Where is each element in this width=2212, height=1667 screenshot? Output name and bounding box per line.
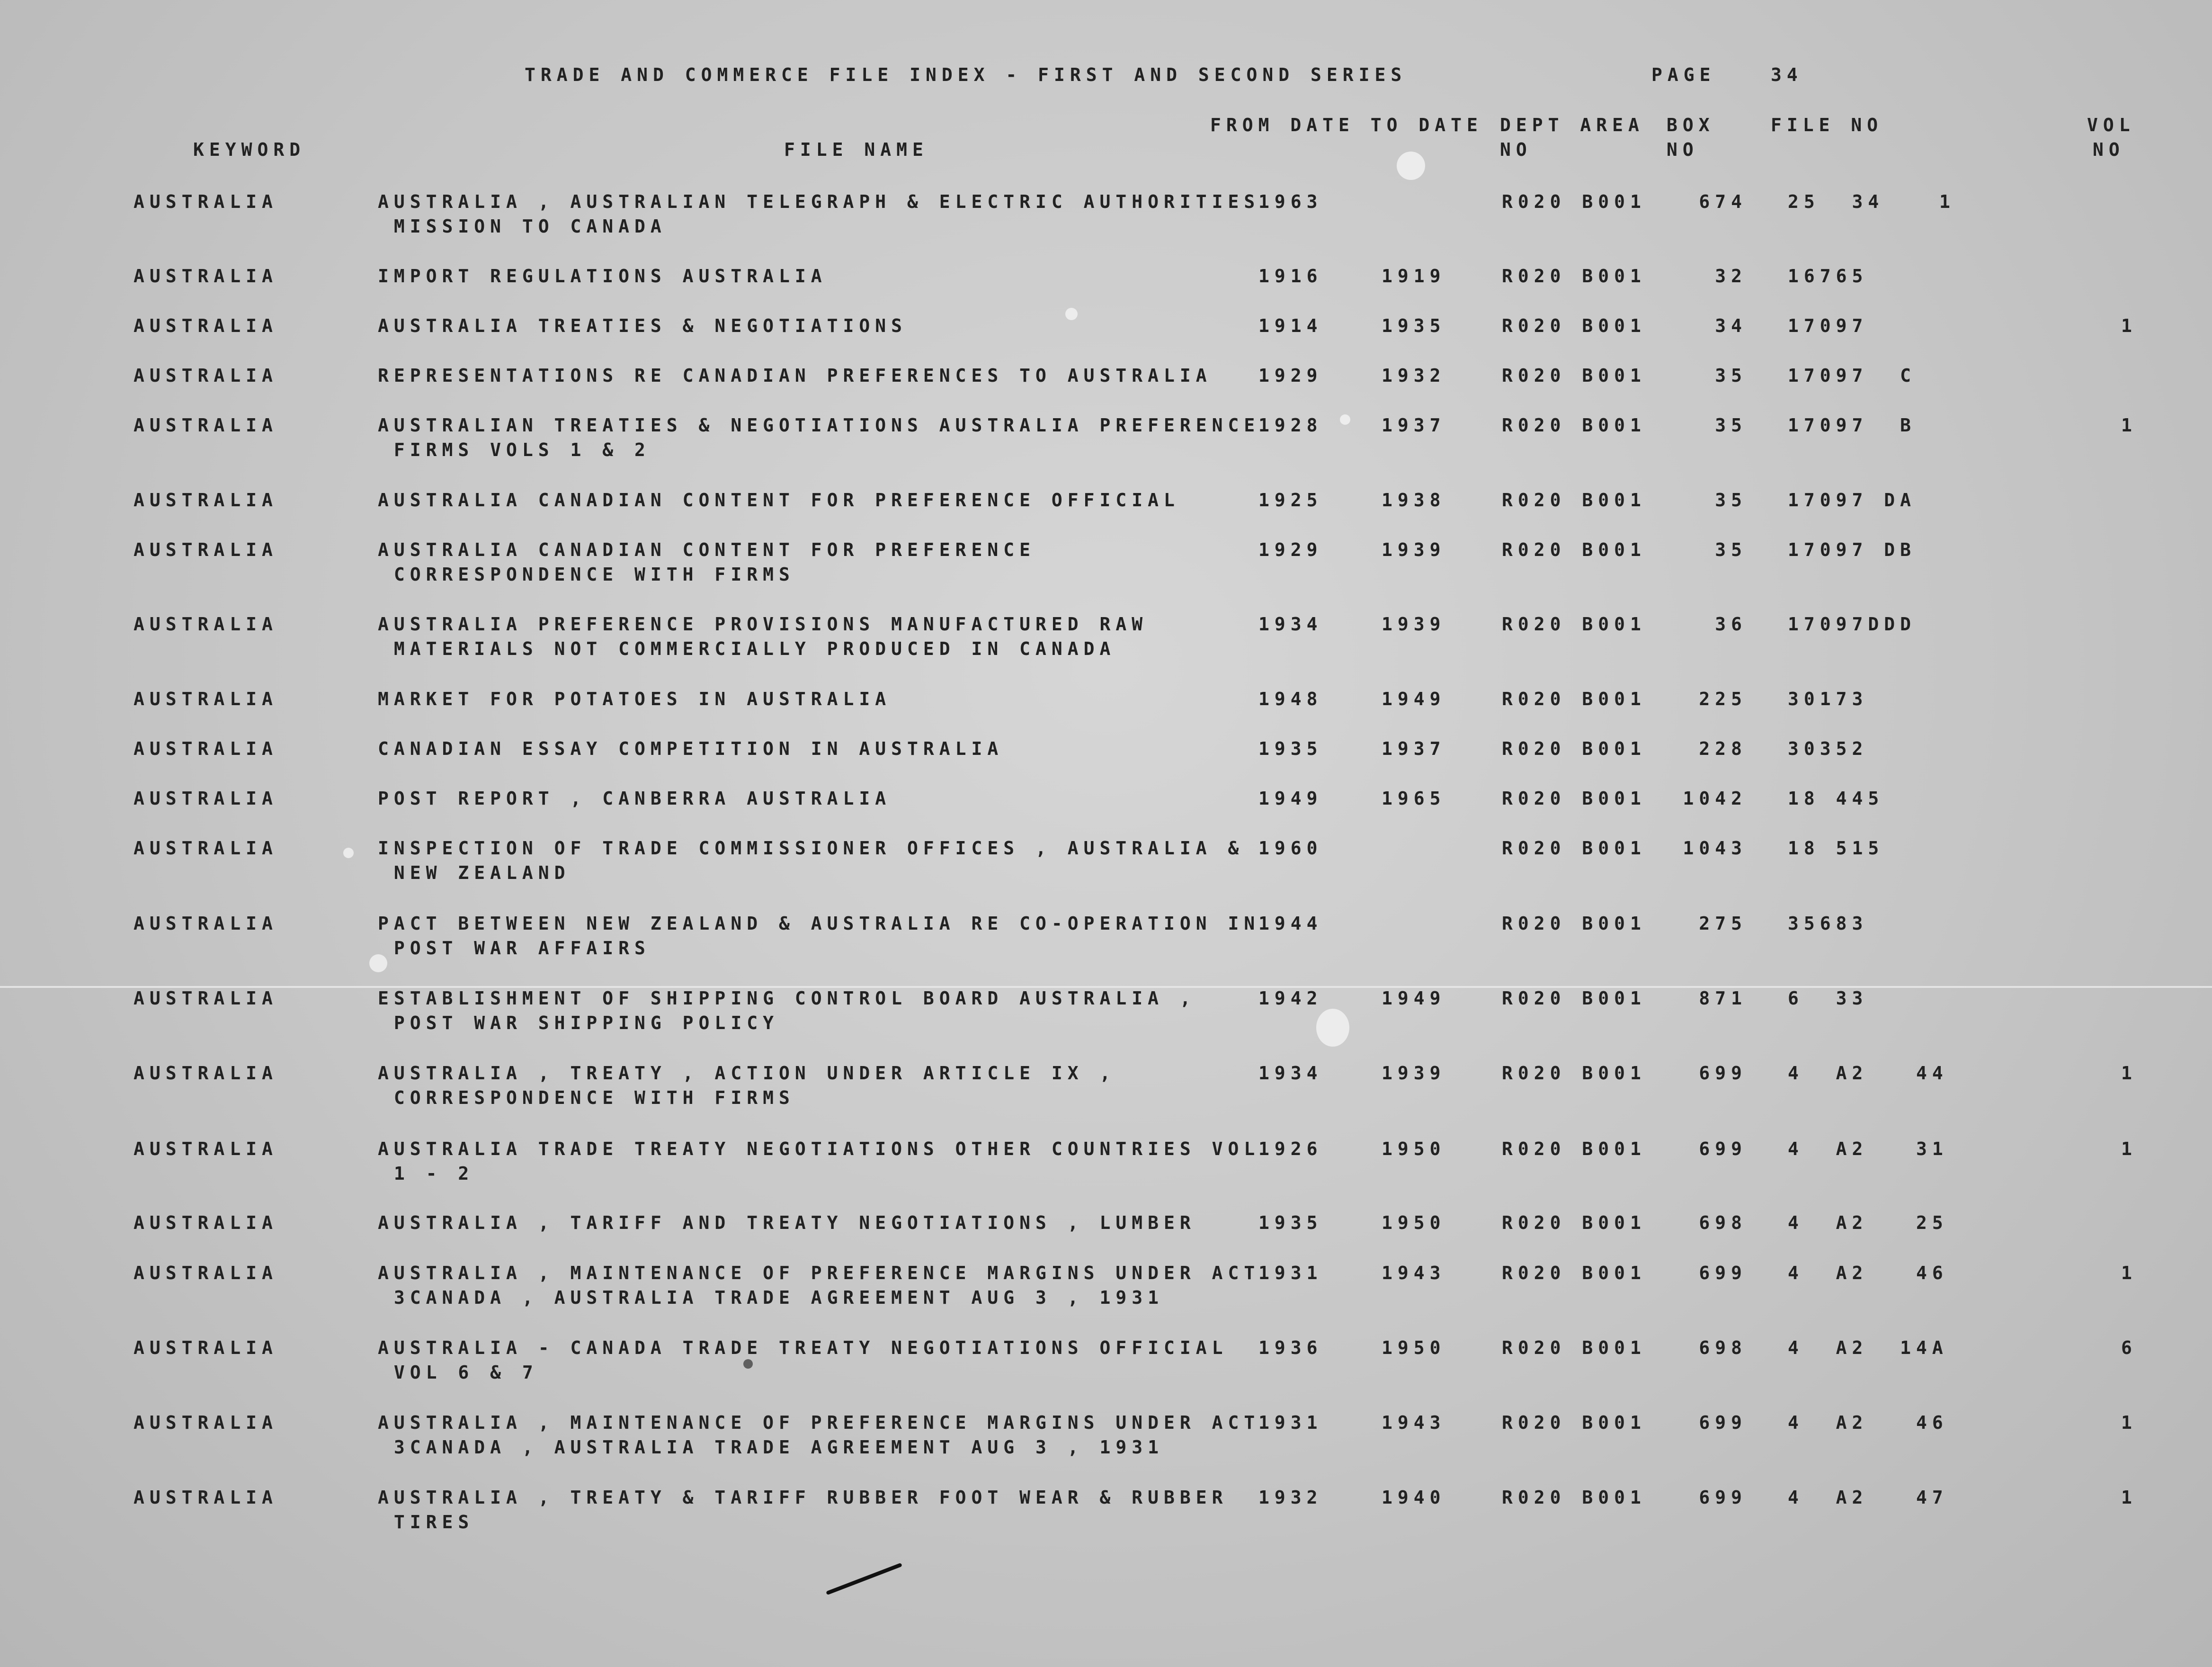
scan-speck: [343, 848, 354, 858]
to-date-cell: 1965: [1382, 788, 1446, 809]
column-header-file-name: FILE NAME: [784, 139, 928, 160]
from-date-cell: 1931: [1258, 1263, 1323, 1283]
dept-area-cell: R020 B001: [1502, 913, 1646, 934]
dept-area-cell: R020 B001: [1502, 490, 1646, 511]
file-no-cell: 30352: [1788, 738, 1868, 759]
to-date-cell: 1940: [1382, 1487, 1446, 1508]
from-date-cell: 1963: [1258, 191, 1323, 212]
keyword-cell: AUSTRALIA: [134, 1412, 278, 1433]
box-no-cell: 35: [1715, 490, 1747, 511]
to-date-cell: 1939: [1382, 1063, 1446, 1084]
file-no-cell: 17097 B: [1788, 415, 1917, 436]
dept-area-cell: R020 B001: [1502, 1063, 1646, 1084]
dept-area-cell: R020 B001: [1502, 1263, 1646, 1283]
file-name-cell: MARKET FOR POTATOES IN AUSTRALIA: [378, 689, 892, 709]
keyword-cell: AUSTRALIA: [134, 988, 278, 1009]
file-no-cell: 4 A2 47: [1788, 1487, 1948, 1508]
vol-no-cell: 1: [2121, 315, 2137, 336]
file-name-cell: CANADIAN ESSAY COMPETITION IN AUSTRALIA: [378, 738, 1004, 759]
file-no-cell: 6 33: [1788, 988, 1868, 1009]
file-no-cell: 4 A2 31: [1788, 1138, 1948, 1159]
from-date-cell: 1929: [1258, 365, 1323, 386]
dept-area-cell: R020 B001: [1502, 315, 1646, 336]
to-date-cell: 1935: [1382, 315, 1446, 336]
vol-no-cell: 1: [2121, 1487, 2137, 1508]
from-date-cell: 1916: [1258, 266, 1323, 287]
vol-no-cell: 1: [2121, 1263, 2137, 1283]
file-name-cell: AUSTRALIA , MAINTENANCE OF PREFERENCE MARGINS UNDER ACT 3CANADA , AUSTRALIA TRADE AGREEMENT AUG 3 , 1931: [378, 1412, 1260, 1458]
dept-area-cell: R020 B001: [1502, 838, 1646, 859]
box-no-cell: 228: [1699, 738, 1747, 759]
file-no-cell: 4 A2 25: [1788, 1212, 1948, 1233]
to-date-cell: 1937: [1382, 738, 1446, 759]
to-date-cell: 1939: [1382, 614, 1446, 635]
column-header-vol-no: NO: [2093, 139, 2125, 160]
file-no-cell: 16765: [1788, 266, 1868, 287]
keyword-cell: AUSTRALIA: [134, 415, 278, 436]
column-header-dept-area: DEPT AREA: [1500, 115, 1644, 135]
from-date-cell: 1936: [1258, 1337, 1323, 1358]
file-name-cell: AUSTRALIA , AUSTRALIAN TELEGRAPH & ELECTRIC AUTHORITIES MISSION TO CANADA: [378, 191, 1260, 237]
file-no-cell: 17097 C: [1788, 365, 1917, 386]
dept-area-cell: R020 B001: [1502, 614, 1646, 635]
box-no-cell: 35: [1715, 539, 1747, 560]
page-number: 34: [1771, 64, 1803, 85]
from-date-cell: 1929: [1258, 539, 1323, 560]
keyword-cell: AUSTRALIA: [134, 913, 278, 934]
file-name-cell: AUSTRALIA PREFERENCE PROVISIONS MANUFACTURED RAW MATERIALS NOT COMMERCIALLY PRODUCED IN CANADA: [378, 614, 1148, 659]
file-name-cell: AUSTRALIA TREATIES & NEGOTIATIONS: [378, 315, 907, 336]
page-title: TRADE AND COMMERCE FILE INDEX - FIRST AND SECOND SERIES: [525, 64, 1407, 85]
dept-area-cell: R020 B001: [1502, 988, 1646, 1009]
keyword-cell: AUSTRALIA: [134, 539, 278, 560]
to-date-cell: 1939: [1382, 539, 1446, 560]
keyword-cell: AUSTRALIA: [134, 1138, 278, 1159]
keyword-cell: AUSTRALIA: [134, 191, 278, 212]
box-no-cell: 699: [1699, 1412, 1747, 1433]
from-date-cell: 1932: [1258, 1487, 1323, 1508]
from-date-cell: 1928: [1258, 415, 1323, 436]
keyword-cell: AUSTRALIA: [134, 838, 278, 859]
file-name-cell: AUSTRALIA , MAINTENANCE OF PREFERENCE MARGINS UNDER ACT 3CANADA , AUSTRALIA TRADE AGREEMENT AUG 3 , 1931: [378, 1263, 1260, 1308]
box-no-cell: 34: [1715, 315, 1747, 336]
keyword-cell: AUSTRALIA: [134, 614, 278, 635]
from-date-cell: 1925: [1258, 490, 1323, 511]
box-no-cell: 36: [1715, 614, 1747, 635]
file-name-cell: AUSTRALIA , TREATY & TARIFF RUBBER FOOT WEAR & RUBBER TIRES: [378, 1487, 1228, 1533]
from-date-cell: 1948: [1258, 689, 1323, 709]
column-header-vol: VOL: [2087, 115, 2135, 135]
vol-no-cell: 1: [2121, 415, 2137, 436]
file-no-cell: 30173: [1788, 689, 1868, 709]
file-name-cell: INSPECTION OF TRADE COMMISSIONER OFFICES , AUSTRALIA & NEW ZEALAND: [378, 838, 1244, 883]
from-date-cell: 1914: [1258, 315, 1323, 336]
from-date-cell: 1935: [1258, 738, 1323, 759]
column-header-box: BOX: [1667, 115, 1715, 135]
to-date-cell: 1950: [1382, 1337, 1446, 1358]
to-date-cell: 1938: [1382, 490, 1446, 511]
file-no-cell: 18 515: [1788, 838, 1884, 859]
file-name-cell: ESTABLISHMENT OF SHIPPING CONTROL BOARD AUSTRALIA , POST WAR SHIPPING POLICY: [378, 988, 1196, 1033]
dept-area-cell: R020 B001: [1502, 365, 1646, 386]
file-no-cell: 17097DDD: [1788, 614, 1917, 635]
to-date-cell: 1943: [1382, 1263, 1446, 1283]
file-no-cell: 25 34: [1788, 191, 1884, 212]
dept-area-cell: R020 B001: [1502, 266, 1646, 287]
page-label: PAGE: [1651, 64, 1716, 85]
dept-area-cell: R020 B001: [1502, 1412, 1646, 1433]
from-date-cell: 1944: [1258, 913, 1323, 934]
file-no-cell: 35683: [1788, 913, 1868, 934]
box-no-cell: 674: [1699, 191, 1747, 212]
file-no-cell: 17097: [1788, 315, 1868, 336]
file-name-cell: REPRESENTATIONS RE CANADIAN PREFERENCES TO AUSTRALIA: [378, 365, 1212, 386]
box-no-cell: 699: [1699, 1487, 1747, 1508]
to-date-cell: 1937: [1382, 415, 1446, 436]
to-date-cell: 1943: [1382, 1412, 1446, 1433]
file-no-cell: 4 A2 14A: [1788, 1337, 1948, 1358]
dept-area-cell: R020 B001: [1502, 1487, 1646, 1508]
keyword-cell: AUSTRALIA: [134, 365, 278, 386]
dept-area-cell: R020 B001: [1502, 191, 1646, 212]
file-name-cell: POST REPORT , CANBERRA AUSTRALIA: [378, 788, 892, 809]
dept-area-cell: R020 B001: [1502, 415, 1646, 436]
dept-area-cell: R020 B001: [1502, 539, 1646, 560]
keyword-cell: AUSTRALIA: [134, 1063, 278, 1084]
file-name-cell: AUSTRALIA , TREATY , ACTION UNDER ARTICLE IX , CORRESPONDENCE WITH FIRMS: [378, 1063, 1116, 1108]
file-no-cell: 4 A2 46: [1788, 1263, 1948, 1283]
dept-area-cell: R020 B001: [1502, 738, 1646, 759]
scan-speck: [1397, 152, 1425, 180]
keyword-cell: AUSTRALIA: [134, 1337, 278, 1358]
from-date-cell: 1949: [1258, 788, 1323, 809]
box-no-cell: 699: [1699, 1263, 1747, 1283]
to-date-cell: 1919: [1382, 266, 1446, 287]
box-no-cell: 32: [1715, 266, 1747, 287]
scan-speck: [1316, 1009, 1349, 1047]
column-header-box-no: NO: [1667, 139, 1699, 160]
file-no-cell: 18 445: [1788, 788, 1884, 809]
box-no-cell: 699: [1699, 1138, 1747, 1159]
keyword-cell: AUSTRALIA: [134, 315, 278, 336]
file-name-cell: PACT BETWEEN NEW ZEALAND & AUSTRALIA RE CO-OPERATION IN POST WAR AFFAIRS: [378, 913, 1260, 959]
keyword-cell: AUSTRALIA: [134, 788, 278, 809]
column-header-file-no: FILE NO: [1771, 115, 1883, 135]
from-date-cell: 1935: [1258, 1212, 1323, 1233]
from-date-cell: 1934: [1258, 1063, 1323, 1084]
file-no-cell: 4 A2 44: [1788, 1063, 1948, 1084]
from-date-cell: 1931: [1258, 1412, 1323, 1433]
to-date-cell: 1949: [1382, 988, 1446, 1009]
file-name-cell: IMPORT REGULATIONS AUSTRALIA: [378, 266, 827, 287]
file-name-cell: AUSTRALIA - CANADA TRADE TREATY NEGOTIATIONS OFFICIAL VOL 6 & 7: [378, 1337, 1228, 1383]
column-header-keyword: KEYWORD: [193, 139, 306, 160]
box-no-cell: 35: [1715, 365, 1747, 386]
to-date-cell: 1949: [1382, 689, 1446, 709]
from-date-cell: 1926: [1258, 1138, 1323, 1159]
vol-no-cell: 1: [2121, 1138, 2137, 1159]
box-no-cell: 35: [1715, 415, 1747, 436]
box-no-cell: 699: [1699, 1063, 1747, 1084]
keyword-cell: AUSTRALIA: [134, 738, 278, 759]
file-name-cell: AUSTRALIA CANADIAN CONTENT FOR PREFERENCE OFFICIAL: [378, 490, 1180, 511]
box-no-cell: 1042: [1683, 788, 1747, 809]
from-date-cell: 1934: [1258, 614, 1323, 635]
vol-no-cell: 1: [2121, 1063, 2137, 1084]
dept-area-cell: R020 B001: [1502, 1138, 1646, 1159]
keyword-cell: AUSTRALIA: [134, 689, 278, 709]
keyword-cell: AUSTRALIA: [134, 1212, 278, 1233]
keyword-cell: AUSTRALIA: [134, 266, 278, 287]
vol-no-cell: 6: [2121, 1337, 2137, 1358]
box-no-cell: 225: [1699, 689, 1747, 709]
file-name-cell: AUSTRALIA CANADIAN CONTENT FOR PREFERENCE CORRESPONDENCE WITH FIRMS: [378, 539, 1035, 585]
file-name-cell: AUSTRALIA , TARIFF AND TREATY NEGOTIATIONS , LUMBER: [378, 1212, 1196, 1233]
vol-no-cell: 1: [2121, 1412, 2137, 1433]
box-no-cell: 871: [1699, 988, 1747, 1009]
keyword-cell: AUSTRALIA: [134, 1487, 278, 1508]
scan-speck: [1065, 308, 1078, 320]
box-no-cell: 698: [1699, 1337, 1747, 1358]
from-date-cell: 1960: [1258, 838, 1323, 859]
file-no-cell: 17097 DB: [1788, 539, 1917, 560]
scan-speck: [1340, 414, 1350, 425]
dept-area-cell: R020 B001: [1502, 788, 1646, 809]
vol-no-cell: 1: [1939, 191, 1955, 212]
to-date-cell: 1950: [1382, 1138, 1446, 1159]
to-date-cell: 1950: [1382, 1212, 1446, 1233]
dept-area-cell: R020 B001: [1502, 689, 1646, 709]
file-name-cell: AUSTRALIA TRADE TREATY NEGOTIATIONS OTHER COUNTRIES VOL 1 - 2: [378, 1138, 1260, 1184]
keyword-cell: AUSTRALIA: [134, 1263, 278, 1283]
keyword-cell: AUSTRALIA: [134, 490, 278, 511]
to-date-cell: 1932: [1382, 365, 1446, 386]
file-name-cell: AUSTRALIAN TREATIES & NEGOTIATIONS AUSTRALIA PREFERENCE FIRMS VOLS 1 & 2: [378, 415, 1260, 460]
box-no-cell: 1043: [1683, 838, 1747, 859]
dept-area-cell: R020 B001: [1502, 1337, 1646, 1358]
column-header-dept-area-no: NO: [1500, 139, 1532, 160]
box-no-cell: 698: [1699, 1212, 1747, 1233]
dept-area-cell: R020 B001: [1502, 1212, 1646, 1233]
column-header-dates: FROM DATE TO DATE: [1210, 115, 1483, 135]
file-no-cell: 17097 DA: [1788, 490, 1917, 511]
file-no-cell: 4 A2 46: [1788, 1412, 1948, 1433]
pen-mark: [826, 1563, 902, 1595]
box-no-cell: 275: [1699, 913, 1747, 934]
from-date-cell: 1942: [1258, 988, 1323, 1009]
